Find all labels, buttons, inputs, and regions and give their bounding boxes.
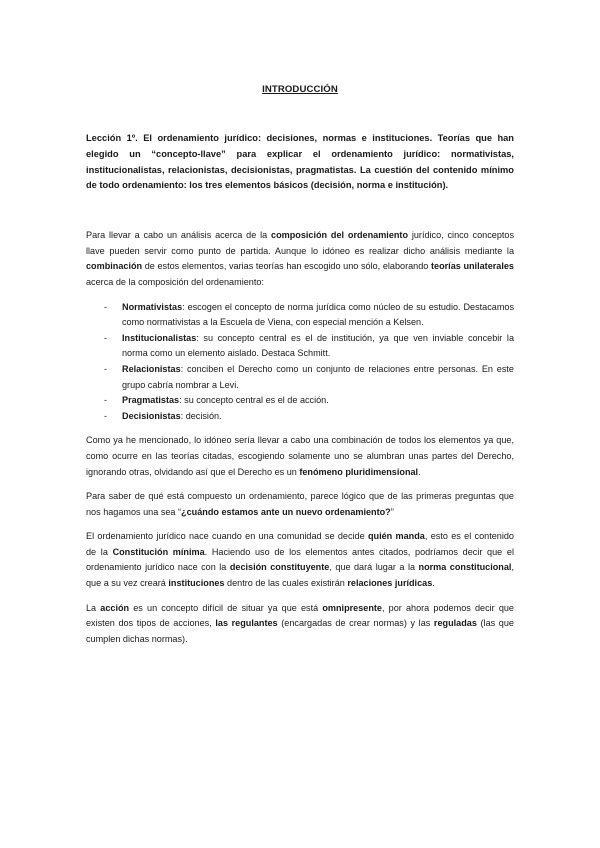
list-item — [86, 409, 514, 425]
bold-text: Constitución mínima — [112, 546, 205, 557]
text: , por ahora podemos decir que existen dos tipos de acciones, — [86, 602, 514, 629]
text: . — [432, 578, 435, 589]
text: , que a su vez creará — [86, 562, 514, 589]
list-item-term: Pragmatistas — [122, 395, 180, 406]
bold-text: reguladas — [433, 618, 477, 629]
text: es un concepto difícil de situar ya que está — [129, 602, 323, 613]
bold-text: las regulantes — [215, 618, 278, 629]
text: Para llevar a cabo un análisis acerca de la — [86, 230, 272, 241]
theories-list — [86, 300, 514, 425]
bold-text: fenómeno pluridimensional — [299, 466, 419, 477]
text: (las que cumplen dichas normas). — [86, 618, 514, 644]
list-item — [86, 300, 514, 331]
text: acerca de la composición del ordenamiento: — [86, 276, 264, 287]
bold-text: acción — [100, 602, 130, 613]
list-item-term: Relacionistas — [122, 363, 181, 374]
list-item-text: : su concepto central es el de institución, ya que ven inviable concebir la norma como un elemento aislado. Destaca Schmitt. — [122, 332, 514, 359]
paragraph-action — [86, 601, 514, 648]
list-item-text: : conciben el Derecho como un conjunto de relaciones entre personas. En este grupo cabría nombrar a Levi. — [122, 363, 514, 390]
text: La — [86, 602, 101, 613]
paragraph-origin — [86, 529, 514, 591]
text: Para saber de qué está compuesto un ordenamiento, parece lógico que de las primeras preguntas que nos hagamos una sea “ — [86, 491, 514, 517]
text: ” — [390, 506, 394, 517]
list-item — [86, 393, 514, 409]
list-item-text: : escogen el concepto de norma jurídica como núcleo de su estudio. Destacamos como normativistas a la Escuela de Viena, con especial mención a Kelsen. — [122, 301, 514, 328]
list-item-term: Normativistas — [122, 301, 183, 312]
text: jurídico, cinco conceptos llave pueden servir como punto de partida. Aunque lo idóneo es realizar dicho análisis mediante la — [86, 230, 515, 256]
bold-text: composición del ordenamiento — [271, 230, 409, 241]
document-page — [86, 84, 514, 656]
bullet-dash: - — [104, 301, 108, 312]
bold-text: omnipresente — [322, 602, 382, 613]
text: , esto es el contenido de la — [86, 531, 514, 557]
bold-text: norma constitucional — [418, 562, 512, 573]
text: . — [418, 466, 421, 477]
paragraph-combination — [86, 433, 514, 480]
bullet-dash: - — [104, 395, 108, 406]
bullet-dash: - — [104, 410, 108, 421]
paragraph-composition — [86, 228, 514, 290]
list-item-term: Decisionistas — [122, 410, 181, 421]
text: de estos elementos, varias teorías han escogido uno sólo, elaborando — [142, 261, 431, 272]
text: dentro de las cuales existirán — [224, 578, 348, 589]
bullet-dash: - — [104, 363, 108, 374]
bold-text: combinación — [86, 261, 143, 272]
text: (encargadas de crear normas) y las — [277, 618, 434, 629]
bullet-dash: - — [104, 332, 108, 343]
text: Como ya he mencionado, lo idóneo sería llevar a cabo una combinación de todos los elementos ya que, como ocurre en las teorías citadas, escogiendo solamente uno se alumbran unas partes del Derecho, ignorando otras, olvidando así que el Derecho es un — [86, 435, 514, 477]
list-item — [86, 331, 514, 362]
document-title: INTRODUCCIÓN — [262, 84, 338, 95]
list-item — [86, 362, 514, 393]
bold-text: decisión constituyente — [229, 562, 330, 573]
bold-text: instituciones — [168, 578, 225, 589]
bold-text: teorías unilaterales — [430, 261, 514, 272]
text: . Haciendo uso de los elementos antes citados, podríamos decir que el ordenamiento jurídico nace con la — [86, 546, 514, 573]
list-item-term: Institucionalistas — [122, 332, 197, 343]
lesson-heading: Lección 1º. El ordenamiento jurídico: decisiones, normas e instituciones. Teorías que han elegido un “concepto-llave” para explicar el ordenamiento jurídico: normativistas, institucionalistas, relacionistas, decisionistas, pragmatistas. La cuestión del contenido mínimo de todo ordenamiento: los tres elementos básicos (decisión, norma e institución). — [86, 133, 514, 191]
text: El ordenamiento jurídico nace cuando en una comunidad se decide — [86, 531, 368, 542]
paragraph-question — [86, 489, 514, 520]
bold-text: quién manda — [367, 531, 425, 542]
text: , que dará lugar a la — [329, 562, 419, 573]
bold-text: relaciones jurídicas — [347, 578, 433, 589]
list-item-text: : su concepto central es el de acción. — [179, 395, 329, 406]
bold-text: ¿cuándo estamos ante un nuevo ordenamiento? — [181, 506, 391, 517]
list-item-text: : decisión. — [180, 410, 222, 421]
